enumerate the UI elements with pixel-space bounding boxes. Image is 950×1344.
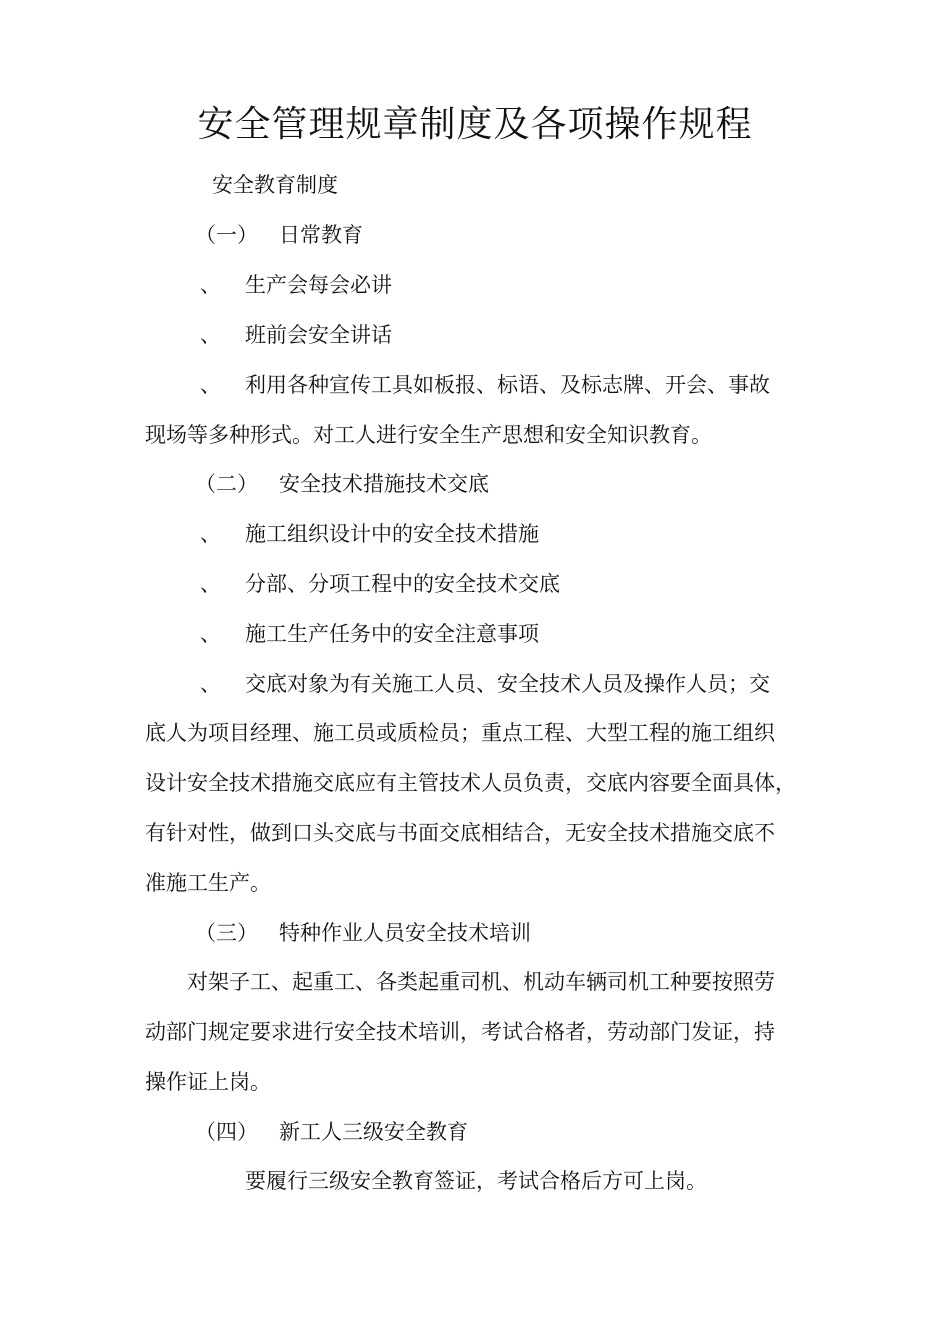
part1-item-3-continued: 现场等多种形式。对工人进行安全生产思想和安全知识教育。 (145, 423, 712, 447)
bullet-mark: 、 (200, 323, 221, 347)
part2-item-2: 分部、分项工程中的安全技术交底 (245, 572, 560, 596)
part1-item-3: 利用各种宣传工具如板报、标语、及标志牌、开会、事故 (245, 373, 770, 397)
part3-heading: 特种作业人员安全技术培训 (279, 921, 531, 945)
part4-paragraph: 要履行三级安全教育签证，考试合格后方可上岗。 (245, 1169, 707, 1193)
part3-paragraph-line: 对架子工、起重工、各类起重司机、机动车辆司机工种要按照劳 (187, 970, 775, 994)
part3-paragraph-line: 动部门规定要求进行安全技术培训，考试合格者，劳动部门发证，持 (145, 1020, 775, 1044)
bullet-mark: 、 (200, 622, 221, 646)
part1-marker: （一） (195, 223, 258, 247)
bullet-mark: 、 (200, 273, 221, 297)
part2-item-1: 施工组织设计中的安全技术措施 (245, 522, 539, 546)
part2-heading: 安全技术措施技术交底 (279, 472, 489, 496)
part4-marker: （四） (195, 1120, 258, 1144)
part2-item-4-continued: 设计安全技术措施交底应有主管技术人员负责，交底内容要全面具体， (145, 771, 796, 795)
part2-item-4-continued: 底人为项目经理、施工员或质检员；重点工程、大型工程的施工组织 (145, 721, 775, 745)
bullet-mark: 、 (200, 672, 221, 696)
part1-item-1: 生产会每会必讲 (245, 273, 392, 297)
part2-marker: （二） (195, 472, 258, 496)
part3-paragraph-line: 操作证上岗。 (145, 1070, 271, 1094)
part1-heading: 日常教育 (279, 223, 363, 247)
document-title: 安全管理规章制度及各项操作规程 (197, 104, 753, 145)
bullet-mark: 、 (200, 572, 221, 596)
bullet-mark: 、 (200, 373, 221, 397)
part3-marker: （三） (195, 921, 258, 945)
part2-item-4-continued: 有针对性，做到口头交底与书面交底相结合，无安全技术措施交底不 (145, 821, 775, 845)
part4-heading: 新工人三级安全教育 (279, 1120, 468, 1144)
section-heading: 安全教育制度 (212, 173, 338, 197)
part2-item-4-continued: 准施工生产。 (145, 871, 271, 895)
part1-item-2: 班前会安全讲话 (245, 323, 392, 347)
bullet-mark: 、 (200, 522, 221, 546)
part2-item-4: 交底对象为有关施工人员、安全技术人员及操作人员；交 (245, 672, 770, 696)
part2-item-3: 施工生产任务中的安全注意事项 (245, 622, 539, 646)
